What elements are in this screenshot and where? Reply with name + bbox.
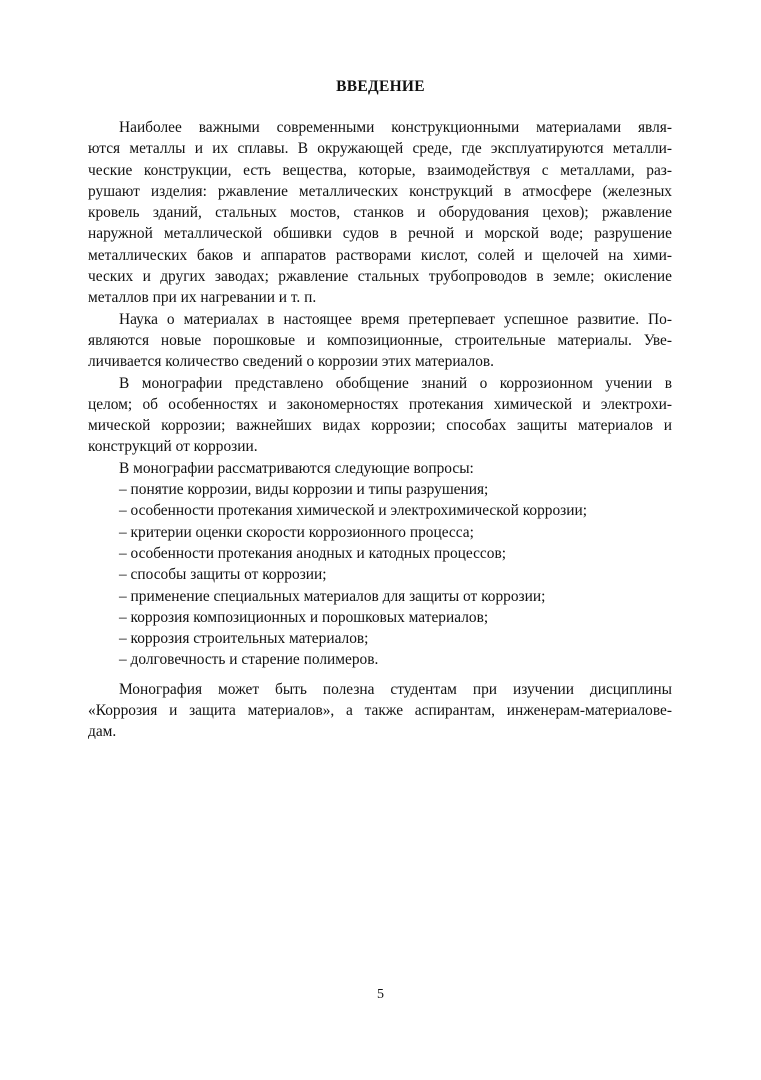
text-line: конструкций от коррозии. <box>88 438 258 456</box>
text-line: ются металлы и их сплавы. В окружающей среде, где эксплуатируются металли- <box>88 140 672 158</box>
list-item: – особенности протекания анодных и катодных процессов; <box>119 544 506 562</box>
body-text <box>88 117 672 743</box>
text-line: личивается количество сведений о коррозии этих материалов. <box>88 353 495 371</box>
paragraph <box>88 679 672 743</box>
text-line: металлов при их нагревании и т. п. <box>88 289 317 307</box>
list-item: – применение специальных материалов для защиты от коррозии; <box>119 587 546 605</box>
text-line: наружной металлической обшивки судов в речной и морской воде; разрушение <box>88 225 672 243</box>
topic-list <box>88 458 672 671</box>
list-item: – коррозия строительных материалов; <box>119 630 369 648</box>
page-title: ВВЕДЕНИЕ <box>336 78 425 95</box>
list-item: – способы защиты от коррозии; <box>119 566 327 584</box>
list-item: – коррозия композиционных и порошковых материалов; <box>119 608 489 626</box>
text-line: Наиболее важными современными конструкционными материалами явля- <box>119 119 672 136</box>
text-line: В монографии представлено обобщение знаний о коррозионном учении в <box>119 374 672 392</box>
list-item: – понятие коррозии, виды коррозии и типы разрушения; <box>119 481 489 499</box>
text-line: Наука о материалах в настоящее время претерпевает успешное развитие. По- <box>119 310 672 328</box>
paragraph <box>88 309 672 373</box>
paragraph <box>88 373 672 458</box>
text-line: металлических баков и аппаратов растворами кислот, солей и щелочей на хими- <box>88 246 672 264</box>
text-line: рушают изделия: ржавление металлических конструкций в атмосфере (железных <box>88 182 672 200</box>
paragraph <box>88 117 672 309</box>
text-line: Монография может быть полезна студентам при изучении дисциплины <box>119 680 672 698</box>
list-item: – долговечность и старение полимеров. <box>119 651 379 669</box>
text-line: целом; об особенностях и закономерностях протекания химической и электрохи- <box>88 395 672 413</box>
text-line: кровель зданий, стальных мостов, станков и оборудования цехов); ржавление <box>88 204 672 222</box>
list-item: – особенности протекания химической и электрохимической коррозии; <box>119 502 588 520</box>
text-line: «Коррозия и защита материалов», а также аспирантам, инженерам-материалове- <box>88 702 672 720</box>
text-line: являются новые порошковые и композиционные, строительные материалы. Уве- <box>88 331 672 349</box>
text-line: ческих и других заводах; ржавление стальных трубопроводов в земле; окисление <box>88 268 672 286</box>
list-item: – критерии оценки скорости коррозионного процесса; <box>119 523 474 541</box>
text-line: мической коррозии; важнейших видах коррозии; способах защиты материалов и <box>88 417 672 435</box>
list-intro: В монографии рассматриваются следующие вопросы: <box>119 459 474 477</box>
text-line: ческие конструкции, есть вещества, которые, взаимодействуя с металлами, раз- <box>88 161 672 179</box>
page-number: 5 <box>377 987 384 1002</box>
text-line: дам. <box>88 723 117 741</box>
